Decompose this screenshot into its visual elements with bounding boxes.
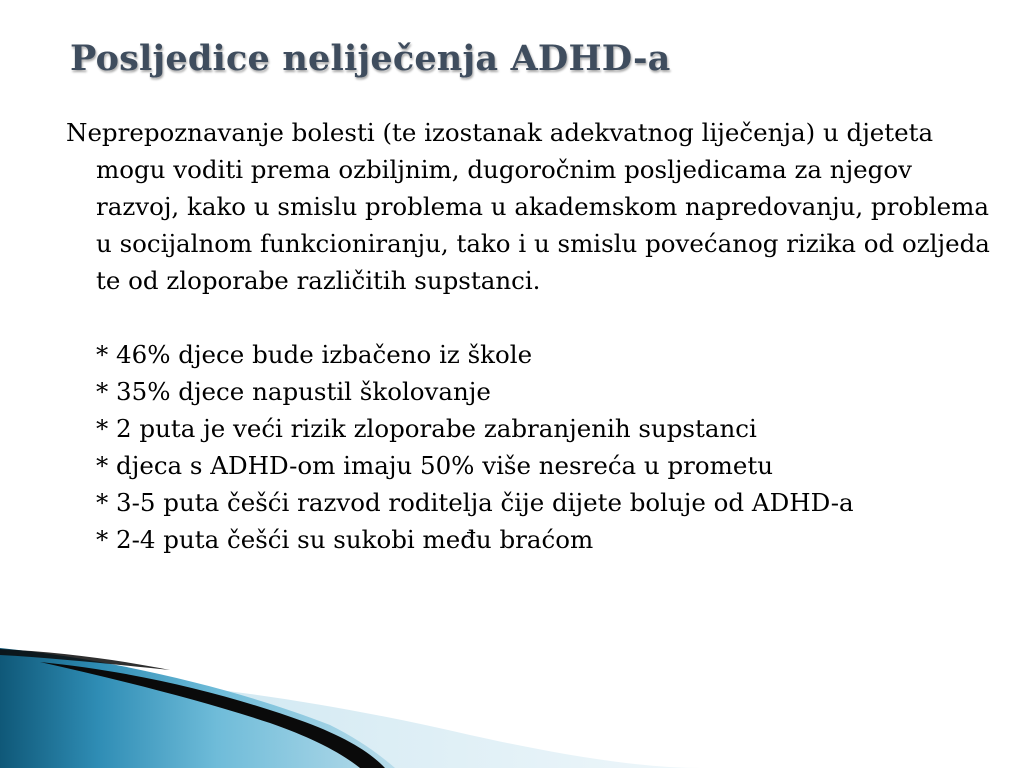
list-item: * 2-4 puta češći su sukobi među braćom xyxy=(96,525,594,554)
list-item: * 35% djece napustil školovanje xyxy=(96,377,491,406)
list-item: * djeca s ADHD-om imaju 50% više nesreća u prometu xyxy=(96,451,774,480)
spacer xyxy=(66,299,996,336)
slide-body xyxy=(66,114,996,558)
intro-paragraph: Neprepoznavanje bolesti (te izostanak adekvatnog liječenja) u djeteta mogu voditi prema ozbiljnim, dugoročnim posljedicama za njegov razvoj, kako u smislu problema u akademskom napredovanju, problema u socijalnom funkcioniranju, tako i u smislu povećanog rizika od ozljeda te od zloporabe različitih supstanci. xyxy=(66,118,990,295)
black-swoosh-thin xyxy=(0,649,170,670)
black-swoosh xyxy=(40,662,385,768)
list-item: * 3-5 puta češći razvod roditelja čije dijete boluje od ADHD-a xyxy=(96,488,854,517)
pale-wave-band xyxy=(0,675,700,768)
blue-wave-band xyxy=(0,648,395,768)
list-item: * 2 puta je veći rizik zloporabe zabranjenih supstanci xyxy=(96,414,757,443)
list-item: * 46% djece bude izbačeno iz škole xyxy=(96,340,533,369)
statistics-list xyxy=(66,336,996,558)
slide-title: Posljedice neliječenja ADHD-a xyxy=(70,38,671,79)
